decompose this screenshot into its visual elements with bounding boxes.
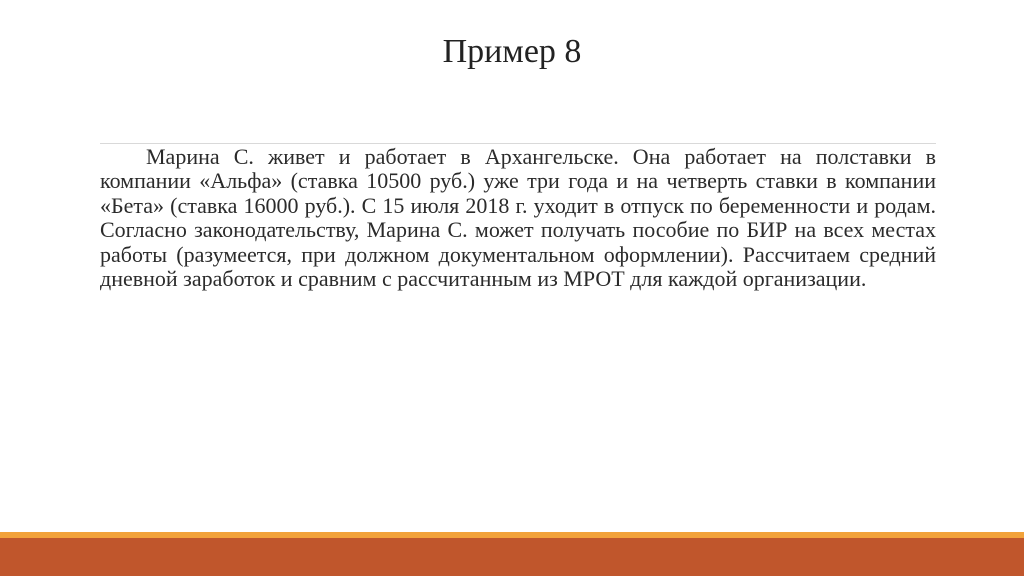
example-paragraph: Марина С. живет и работает в Архангельске. Она работает на полставки в компании «Альфа» (ставка 10500 руб.) уже три года и на четверть ставки в компании «Бета» (ставка 16000 руб.). С 15 июля 2018 г. уходит в отпуск по беременности и родам. Согласно законодательству, Марина С. может получать пособие по БИР на всех местах работы (разумеется, при должном документальном оформлении). Рассчитаем средний дневной заработок и сравним с рассчитанным из МРОТ для каждой организации.	[100, 144, 936, 292]
footer-bar	[0, 538, 1024, 576]
slide-title: Пример 8	[442, 33, 582, 70]
